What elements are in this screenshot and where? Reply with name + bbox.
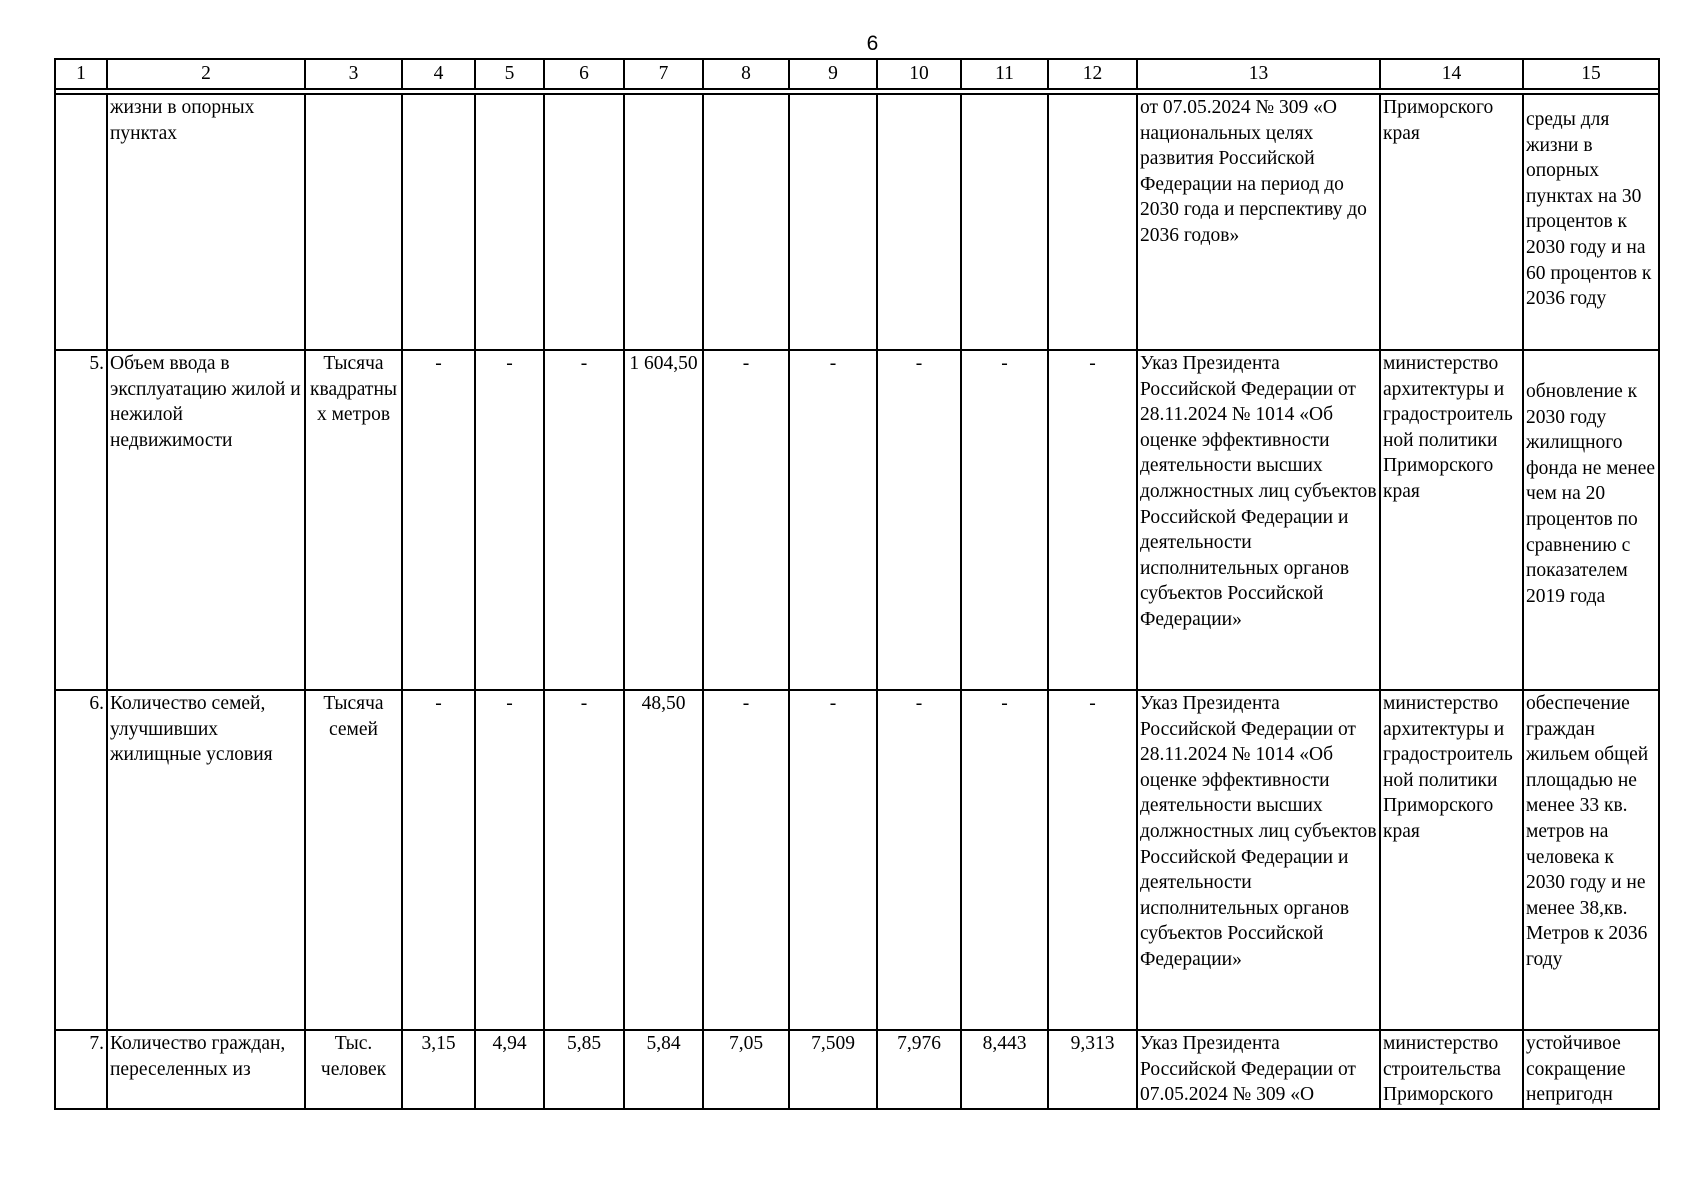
value-cell: 7,976 xyxy=(877,1030,961,1109)
value-cell: 9,313 xyxy=(1048,1030,1137,1109)
indicator-name: Количество граждан, переселенных из xyxy=(107,1030,305,1109)
value-cell xyxy=(402,94,475,350)
national-goal: обеспечение граждан жильем общей площадью не менее 33 кв. метров на человека к 2030 году и не менее 38,кв. Метров к 2036 году xyxy=(1523,690,1659,1030)
column-header: 13 xyxy=(1137,59,1380,89)
table-row xyxy=(55,690,1659,1030)
legal-basis: от 07.05.2024 № 309 «О национальных целях развития Российской Федерации на период до 2030 года и перспективу до 2036 годов» xyxy=(1137,94,1380,350)
column-header: 11 xyxy=(961,59,1048,89)
value-cell: - xyxy=(402,690,475,1030)
value-cell xyxy=(961,94,1048,350)
value-cell: - xyxy=(1048,350,1137,690)
value-cell: 3,15 xyxy=(402,1030,475,1109)
column-header: 15 xyxy=(1523,59,1659,89)
value-cell xyxy=(789,94,877,350)
value-cell: - xyxy=(789,690,877,1030)
indicators-table xyxy=(54,58,1660,1110)
value-cell: - xyxy=(961,690,1048,1030)
row-number: 5. xyxy=(55,350,107,690)
column-header: 6 xyxy=(544,59,624,89)
value-cell xyxy=(624,94,703,350)
value-cell: 4,94 xyxy=(475,1030,544,1109)
column-header: 10 xyxy=(877,59,961,89)
value-cell: - xyxy=(703,350,789,690)
table-row xyxy=(55,350,1659,690)
value-cell xyxy=(544,94,624,350)
indicator-name: Количество семей, улучшивших жилищные условия xyxy=(107,690,305,1030)
page-number: 6 xyxy=(866,32,879,55)
national-goal: среды для жизни в опорных пунктах на 30 процентов к 2030 году и на 60 процентов к 2036 году xyxy=(1523,94,1659,350)
row-number: 7. xyxy=(55,1030,107,1109)
legal-basis: Указ Президента Российской Федерации от 28.11.2024 № 1014 «Об оценке эффективности деятельности высших должностных лиц субъектов Российской Федерации и деятельности исполнительных органов субъектов Российской Федерации» xyxy=(1137,690,1380,1030)
value-cell: - xyxy=(877,690,961,1030)
value-cell xyxy=(475,94,544,350)
value-cell xyxy=(703,94,789,350)
responsible-body: министерство архитектуры и градостроительной политики Приморского края xyxy=(1380,350,1523,690)
unit: Тысяча квадратных метров xyxy=(305,350,402,690)
value-cell: 5,85 xyxy=(544,1030,624,1109)
legal-basis: Указ Президента Российской Федерации от 28.11.2024 № 1014 «Об оценке эффективности деятельности высших должностных лиц субъектов Российской Федерации и деятельности исполнительных органов субъектов Российской Федерации» xyxy=(1137,350,1380,690)
column-header: 14 xyxy=(1380,59,1523,89)
responsible-body: министерство строительства Приморского xyxy=(1380,1030,1523,1109)
value-cell: - xyxy=(475,690,544,1030)
value-cell: - xyxy=(475,350,544,690)
legal-basis: Указ Президента Российской Федерации от 07.05.2024 № 309 «О xyxy=(1137,1030,1380,1109)
table-row xyxy=(55,94,1659,350)
value-cell: 1 604,50 xyxy=(624,350,703,690)
value-cell: 8,443 xyxy=(961,1030,1048,1109)
column-header: 3 xyxy=(305,59,402,89)
value-cell: - xyxy=(544,350,624,690)
value-cell: 7,509 xyxy=(789,1030,877,1109)
column-header: 7 xyxy=(624,59,703,89)
indicator-name: жизни в опорных пунктах xyxy=(107,94,305,350)
value-cell xyxy=(877,94,961,350)
column-header: 5 xyxy=(475,59,544,89)
value-cell: - xyxy=(703,690,789,1030)
value-cell xyxy=(1048,94,1137,350)
value-cell: 7,05 xyxy=(703,1030,789,1109)
value-cell: 5,84 xyxy=(624,1030,703,1109)
unit: Тысяча семей xyxy=(305,690,402,1030)
column-header: 2 xyxy=(107,59,305,89)
column-header: 9 xyxy=(789,59,877,89)
row-number xyxy=(55,94,107,350)
value-cell: - xyxy=(789,350,877,690)
value-cell: 48,50 xyxy=(624,690,703,1030)
value-cell: - xyxy=(544,690,624,1030)
value-cell: - xyxy=(402,350,475,690)
value-cell: - xyxy=(1048,690,1137,1030)
column-header: 1 xyxy=(55,59,107,89)
row-number: 6. xyxy=(55,690,107,1030)
responsible-body: министерство архитектуры и градостроительной политики Приморского края xyxy=(1380,690,1523,1030)
column-numbers-row xyxy=(55,59,1659,89)
unit: Тыс. человек xyxy=(305,1030,402,1109)
column-header: 4 xyxy=(402,59,475,89)
unit xyxy=(305,94,402,350)
table-row xyxy=(55,1030,1659,1109)
value-cell: - xyxy=(877,350,961,690)
column-header: 12 xyxy=(1048,59,1137,89)
value-cell: - xyxy=(961,350,1048,690)
national-goal: устойчивое сокращение непригодн xyxy=(1523,1030,1659,1109)
indicator-name: Объем ввода в эксплуатацию жилой и нежилой недвижимости xyxy=(107,350,305,690)
national-goal: обновление к 2030 году жилищного фонда не менее чем на 20 процентов по сравнению с показателем 2019 года xyxy=(1523,350,1659,690)
column-header: 8 xyxy=(703,59,789,89)
responsible-body: Приморского края xyxy=(1380,94,1523,350)
